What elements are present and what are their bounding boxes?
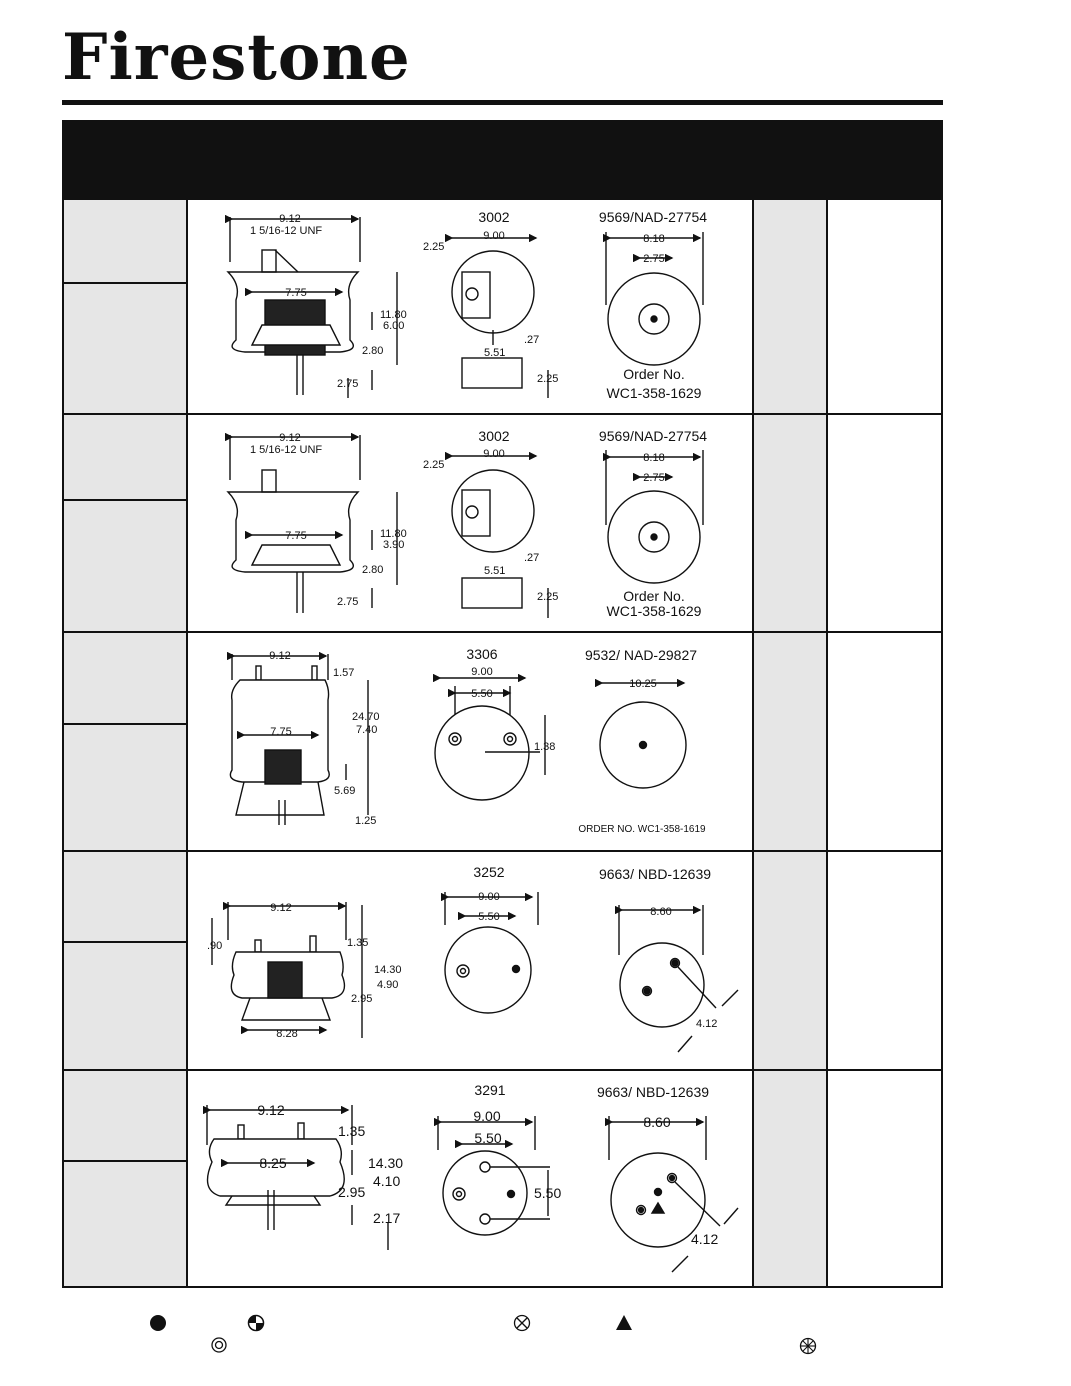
row-3-plate-dia: 9.00: [471, 666, 493, 678]
row-2-piston-h: 2.80: [362, 564, 384, 576]
row-2-bead-plate-no: 3002: [478, 428, 510, 444]
row-4-piston-h: 2.95: [351, 993, 373, 1005]
row-2-order-no: WC1-358-1629: [606, 603, 702, 619]
row-5-ref-plate: [609, 1116, 738, 1272]
row-4-edge: .90: [207, 940, 223, 952]
wheel-circle-icon: [801, 1339, 816, 1354]
row-1-plate-dia: 9.00: [483, 230, 505, 242]
row-1-ref-part: 9569/NAD-27754: [598, 209, 708, 225]
row-5-dims-top: 9.12: [257, 1102, 285, 1118]
row-2-ref-outer: 8.18: [643, 452, 665, 464]
row-3-top-stud: 1.57: [333, 667, 355, 679]
row-2-ref-inner: 2.75: [643, 472, 665, 484]
row-2-ref-plate: [606, 450, 703, 583]
row-1-bottom-w: 5.51: [484, 347, 506, 359]
row-4-top-stud: 1.35: [347, 937, 369, 949]
row-5-bead-plate-no: 3291: [474, 1082, 506, 1098]
row-4-dims-top: 9.12: [270, 902, 292, 914]
row-5-stud-len: 2.17: [373, 1210, 401, 1226]
row-1-height-min: 6.00: [383, 320, 405, 332]
row-1-bottom-gap: .27: [524, 334, 540, 346]
row-5-piston-h: 2.95: [338, 1184, 366, 1200]
row-1-ref-plate: [606, 232, 703, 365]
row-1-ref-outer: 8.18: [643, 233, 665, 245]
triangle-icon: [616, 1315, 632, 1330]
row-1-ref-inner: 2.75: [643, 253, 665, 265]
row-2-bead-plate: [452, 456, 548, 618]
row-1-height-max: 11.80: [380, 309, 407, 321]
row-2-order-label: Order No.: [623, 588, 685, 604]
row-2-ref-part: 9569/NAD-27754: [598, 428, 708, 444]
row-2-bottom-w: 5.51: [484, 565, 506, 577]
solid-dot-icon: [150, 1315, 166, 1331]
row-2-stud-len: 2.75: [337, 596, 359, 608]
row-1-thread: 1 5/16-12 UNF: [250, 225, 323, 237]
row-1-inner-width: 7.75: [285, 287, 307, 299]
row-5-ref-diag: 4.12: [691, 1231, 719, 1247]
quarter-circle-icon: [249, 1316, 264, 1331]
legend: [150, 1315, 816, 1354]
row-3-stud-spacing: 5.50: [471, 688, 493, 700]
row-1-bead-plate: [452, 238, 548, 398]
row-1-order-no: WC1-358-1629: [606, 385, 702, 401]
row-1-side-view: [228, 217, 397, 398]
row-2-dims-top: 9.12: [279, 432, 301, 444]
row-3-bead-plate-no: 3306: [466, 646, 498, 662]
row-5-inner-width: 8.25: [259, 1155, 287, 1171]
row-5-stud-spacing: 5.50: [474, 1130, 502, 1146]
row-2-bottom-h: 2.25: [537, 591, 559, 603]
row-5-height-min: 4.10: [373, 1173, 401, 1189]
row-1-plate-offset: 2.25: [423, 241, 445, 253]
row-4-height-max: 14.30: [374, 964, 402, 976]
row-1-bead-plate-no: 3002: [478, 209, 510, 225]
row-3-dims-top: 9.12: [269, 650, 291, 662]
row-5-ref-part: 9663/ NBD-12639: [596, 1084, 710, 1100]
row-1-bottom-h: 2.25: [537, 373, 559, 385]
row-3-piston-h: 5.69: [334, 785, 356, 797]
row-2-bottom-gap: .27: [524, 552, 540, 564]
row-5-plate-dia: 9.00: [473, 1108, 501, 1124]
row-4-ref-diag: 4.12: [696, 1018, 718, 1030]
row-3-height-max: 24.70: [352, 711, 380, 723]
row-4-base-w: 8.28: [276, 1028, 298, 1040]
row-4-plate-dia: 9.00: [478, 891, 500, 903]
row-1-piston-h: 2.80: [362, 345, 384, 357]
row-4-bead-plate-no: 3252: [473, 864, 505, 880]
row-1-stud-len: 2.75: [337, 378, 359, 390]
row-1-dims-top: 9.12: [279, 213, 301, 225]
firestone-logo: Firestone: [62, 20, 411, 95]
row-5-height-max: 14.30: [368, 1155, 404, 1171]
row-2-height-min: 3.90: [383, 539, 405, 551]
row-2-thread: 1 5/16-12 UNF: [250, 444, 323, 456]
row-5-ref-outer: 8.60: [643, 1114, 671, 1130]
row-3-ref-part: 9532/ NAD-29827: [584, 647, 698, 663]
row-4-stud-spacing: 5.50: [478, 911, 500, 923]
row-3-inner-width: 7.75: [270, 726, 292, 738]
row-4-side-view: [212, 902, 362, 1038]
row-2-plate-offset: 2.25: [423, 459, 445, 471]
row-3-side-view: [230, 654, 368, 825]
crossed-circle-icon: [515, 1316, 530, 1331]
row-2-height-max: 11.80: [380, 528, 407, 540]
row-4-ref-plate: [619, 905, 738, 1052]
row-4-height-min: 4.90: [377, 979, 399, 991]
row-3-ref-plate: [600, 683, 686, 788]
row-3-order-full: ORDER NO. WC1-358-1619: [578, 824, 706, 835]
row-3-ref-outer: 10.25: [629, 678, 657, 690]
row-1-order-label: Order No.: [623, 366, 685, 382]
row-3-stud-offset: 1.38: [534, 741, 556, 753]
row-4-ref-part: 9663/ NBD-12639: [598, 866, 712, 882]
double-circle-icon: [212, 1338, 226, 1352]
row-5-top-stud: 1.35: [338, 1123, 366, 1139]
row-3-height-min: 7.40: [356, 724, 378, 736]
row-4-ref-outer: 8.60: [650, 906, 672, 918]
row-2-inner-width: 7.75: [285, 530, 307, 542]
row-5-vert-spacing: 5.50: [534, 1185, 562, 1201]
row-2-plate-dia: 9.00: [483, 448, 505, 460]
row-2-side-view: [228, 435, 397, 613]
row-3-stud-len: 1.25: [355, 815, 377, 827]
